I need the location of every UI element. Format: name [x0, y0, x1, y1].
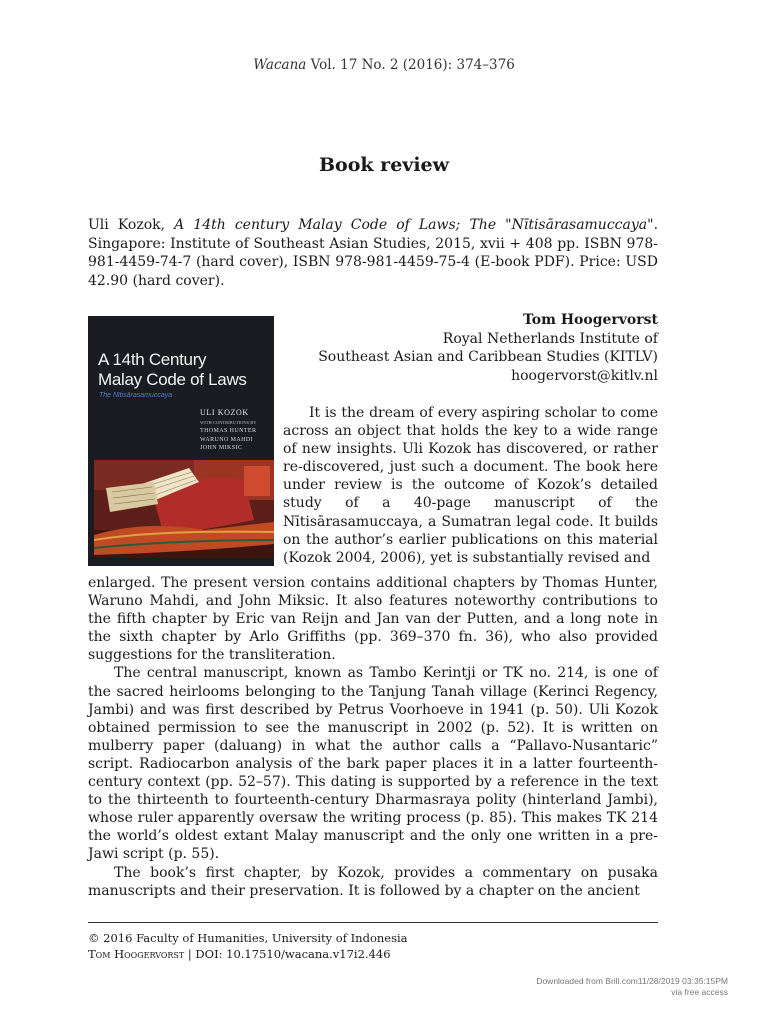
reviewer-affiliation-2: Southeast Asian and Caribbean Studies (KITLV) — [318, 349, 658, 365]
book-cover-image — [88, 316, 274, 566]
journal-header — [0, 57, 768, 73]
doi-line — [88, 946, 408, 962]
body-paragraph-1-intro — [283, 404, 658, 567]
reviewer-name: Tom Hoogervorst — [522, 312, 658, 328]
cover-title-line1: A 14th Century — [98, 350, 207, 369]
cover-contributor: THOMAS HUNTER — [200, 428, 257, 434]
download-line-1: Downloaded from Brill.com11/28/2019 03:35:15PM — [536, 976, 728, 986]
cover-with-line: WITH CONTRIBUTIONS BY — [200, 420, 257, 425]
paragraph-text: The central manuscript, known as Tambo Kerintji or TK no. 214, is one of the sacred heirlooms belonging to the Tanjung Tanah village (Kerinci Regency, Jambi) and was first described by Petrus Voorhoeve in 1941 (p. 50). Uli Kozok obtained permission to see the manuscript in 2002 (p. 52). It is written on mulberry paper (daluang) in what the author calls a “Pallavo-Nusantaric” script. Radiocarbon analysis of the bark paper places it in a latter fourteenth-century context (pp. 52–57). This dating is supported by a reference in the text to the thirteenth to fourteenth-century Dharmasraya polity (hinterland Jambi), whose ruler apparently oversaw the writing process (p. 85). This makes TK 214 the world’s oldest extant Malay manuscript and the only one written in a pre-Jawi script (p. 55). — [88, 665, 658, 863]
paragraph-text-continued: enlarged. The present version contains additional chapters by Thomas Hunter, Waruno Mahdi, and John Miksic. It also features noteworthy contributions to the fifth chapter by Eric van Reijn and Jan van der Putten, and a long note in the sixth chapter by Arlo Griffiths (pp. 369–370 fn. 36), who also provided suggestions for the transliteration. — [88, 575, 658, 664]
cover-title — [98, 350, 247, 390]
footer — [88, 930, 408, 962]
reviewer-block — [290, 311, 658, 385]
cover-manuscript-photo — [94, 460, 274, 558]
paragraph-text: The book’s first chapter, by Kozok, provides a commentary on pusaka manuscripts and their preservation. It is followed by a chapter on the ancient — [88, 864, 658, 899]
reviewer-affiliation-1: Royal Netherlands Institute of — [442, 330, 658, 347]
cover-subtitle: The Nītisārasamuccaya — [99, 392, 173, 399]
copyright-line: © 2016 Faculty of Humanities, University of Indonesia — [88, 931, 408, 945]
citation-author: Uli Kozok, — [88, 217, 175, 233]
footer-author: Tom Hoogervorst — [88, 947, 185, 961]
citation-book-title: A 14th century Malay Code of Laws; The "Nītisārasamuccaya" — [174, 217, 654, 233]
reviewer-email: hoogervorst@kitlv.nl — [511, 367, 658, 384]
cover-contributor: WARUNO MAHDI — [200, 436, 253, 443]
footer-divider — [88, 922, 658, 923]
download-stamp — [536, 976, 728, 998]
journal-volume: Vol. 17 No. 2 (2016): 374–376 — [306, 57, 515, 73]
cover-title-line2: Malay Code of Laws — [98, 370, 247, 389]
page-title: Book review — [319, 154, 449, 176]
doi-text: | DOI: 10.17510/wacana.v17i2.446 — [184, 947, 391, 961]
book-citation — [88, 216, 658, 290]
citation-details: . Singapore: Institute of Southeast Asian Studies, 2015, xvii + 408 pp. ISBN 978-981-4459-74-7 (hard cover), ISBN 978-981-4459-75-4 (E-book PDF). Price: USD 42.90 (hard cover). — [88, 217, 659, 289]
journal-name: Wacana — [253, 57, 307, 73]
paragraph-text: It is the dream of every aspiring scholar to come across an object that holds the key to a wide range of new insights. Uli Kozok has discovered, or rather re-discovered, just such a document. The book here under review is the outcome of Kozok’s detailed study of a 40-page manuscript of the Nītisārasamuccaya, a Sumatran legal code. It builds on the author’s earlier publications on this material (Kozok 2004, 2006), yet is substantially revised and — [283, 405, 658, 566]
cover-author: ULI KOZOK — [200, 408, 249, 417]
body-main — [88, 574, 658, 900]
download-line-2: via free access — [671, 987, 728, 997]
cover-contributors — [200, 427, 256, 453]
cover-contributor: JOHN MIKSIC — [200, 445, 243, 451]
